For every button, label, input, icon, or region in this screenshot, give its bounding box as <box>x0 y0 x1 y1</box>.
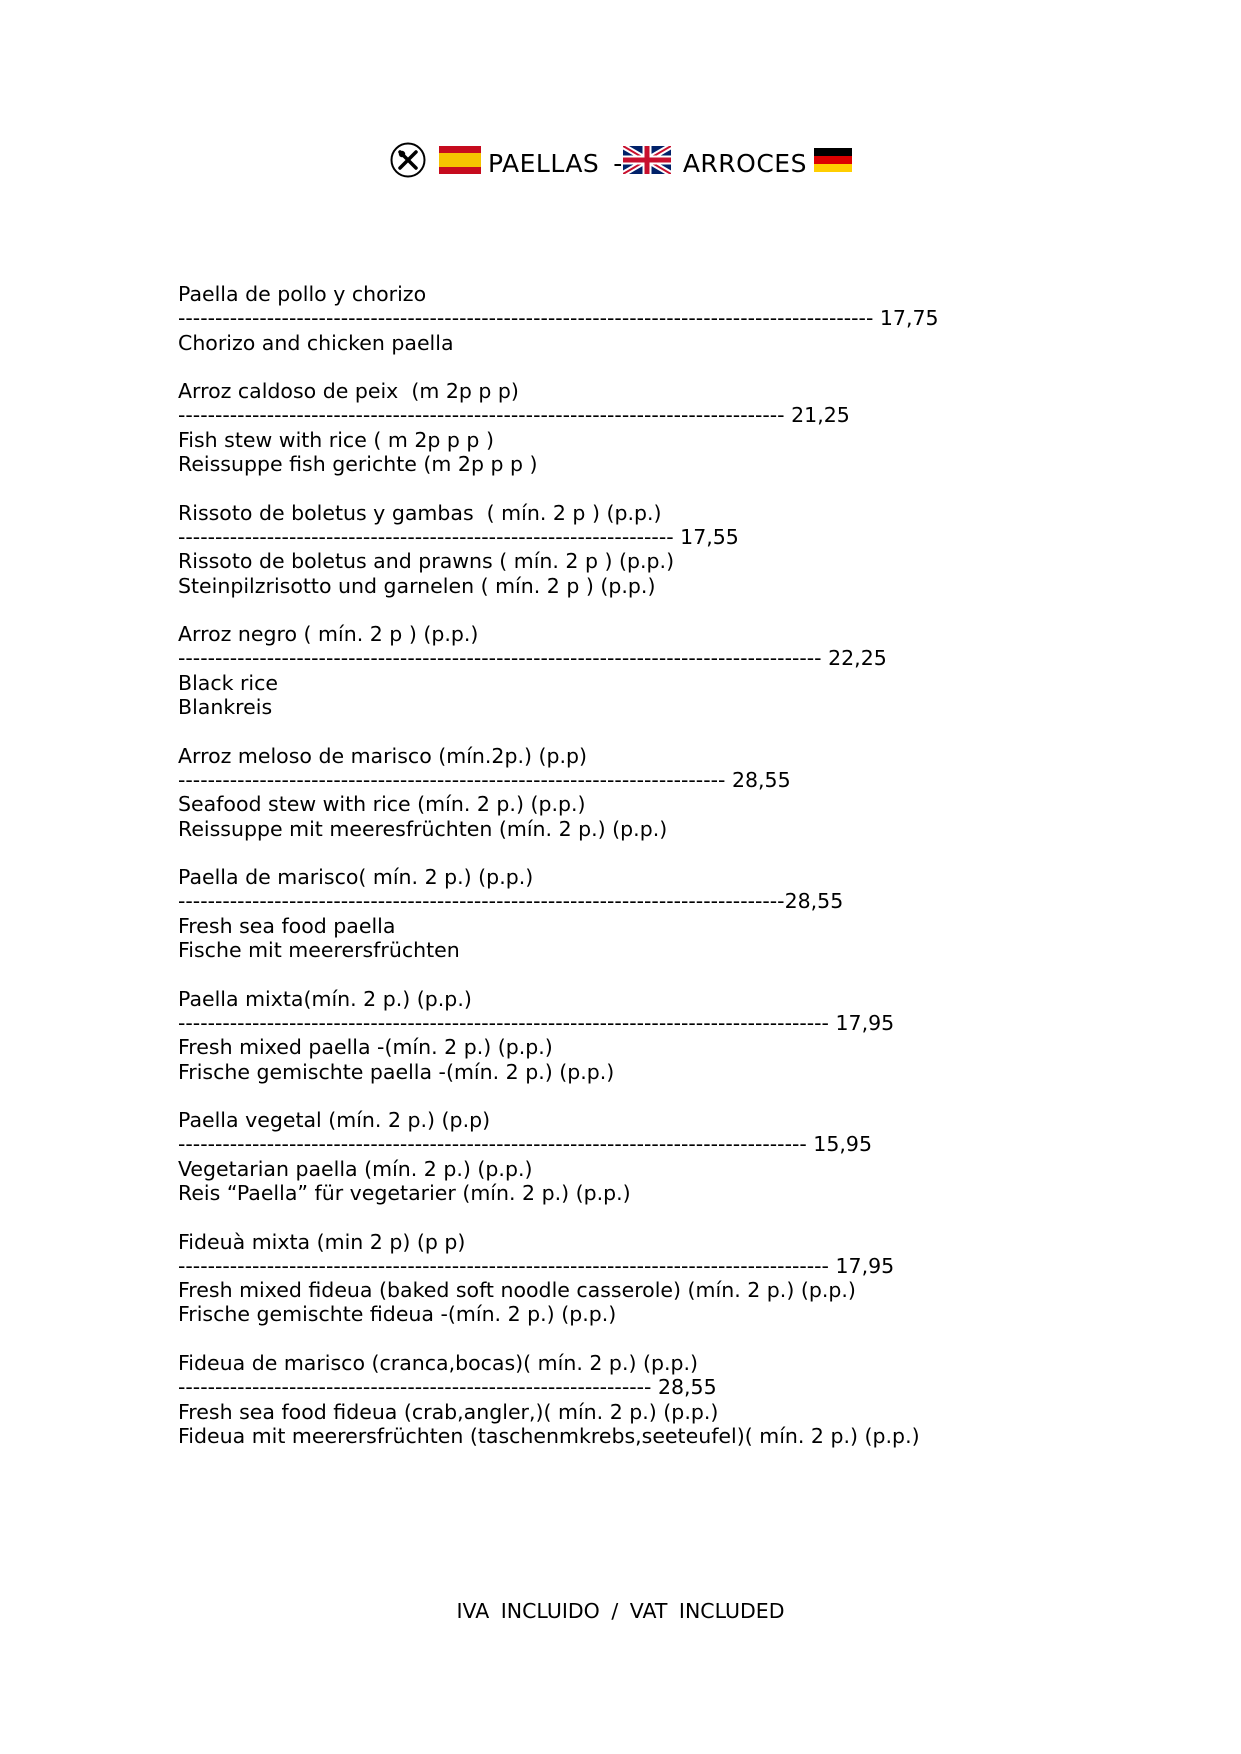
price-line <box>178 403 1178 427</box>
menu-item <box>178 1108 1178 1205</box>
spain-flag-icon <box>439 146 481 180</box>
dish-name-es: Paella mixta(mín. 2 p.) (p.p.) <box>178 986 472 1011</box>
price: 17,55 <box>680 524 739 549</box>
dish-name-es: Paella de marisco( mín. 2 p.) (p.p.) <box>178 865 534 890</box>
price-line <box>178 768 1178 792</box>
dash-leader: ------------------------------------------------------------------- <box>178 524 674 549</box>
title-separator: - <box>613 148 623 178</box>
dish-name-de: Blankreis <box>178 695 273 720</box>
dish-name-de: Steinpilzrisotto und garnelen ( mín. 2 p ) (p.p.) <box>178 573 656 598</box>
price-line <box>178 889 1178 913</box>
dish-name-de: Reis “Paella” für vegetarier (mín. 2 p.) (p.p.) <box>178 1180 631 1205</box>
dash-leader: ------------------------------------------------------------------------------------- <box>178 1132 807 1157</box>
menu-item <box>178 282 1178 355</box>
dish-name-de: Reissuppe fish gerichte (m 2p p p ) <box>178 452 538 477</box>
menu-list <box>178 282 1178 1473</box>
dish-name-es: Arroz caldoso de peix (m 2p p p) <box>178 379 519 404</box>
menu-item <box>178 865 1178 962</box>
dash-leader: ---------------------------------------------------------------------------------- <box>178 889 785 914</box>
dish-name-es: Rissoto de boletus y gambas ( mín. 2 p ) (p.p.) <box>178 500 662 525</box>
dish-name-de: Reissuppe mit meeresfrüchten (mín. 2 p.) (p.p.) <box>178 816 668 841</box>
dish-name-de: Fideua mit meerersfrüchten (taschenmkrebs,seeteufel)( mín. 2 p.) (p.p.) <box>178 1423 920 1448</box>
dish-name-es: Paella de pollo y chorizo <box>178 282 427 306</box>
price: 17,95 <box>835 1253 895 1278</box>
dash-leader: ---------------------------------------------------------------------------------------- <box>178 1253 829 1278</box>
dish-name-es: Arroz negro ( mín. 2 p ) (p.p.) <box>178 622 479 647</box>
menu-item <box>178 501 1178 598</box>
price-line <box>178 306 1178 330</box>
price-line <box>178 646 1178 670</box>
page-header <box>0 141 1241 185</box>
dish-name-es: Arroz meloso de marisco (mín.2p.) (p.p) <box>178 743 588 768</box>
menu-item <box>178 1230 1178 1327</box>
title-arroces: ARROCES <box>682 148 807 178</box>
menu-item <box>178 987 1178 1084</box>
price-line <box>178 1375 1178 1399</box>
dish-name-en: Fish stew with rice ( m 2p p p ) <box>178 427 494 452</box>
price: 17,95 <box>835 1010 895 1035</box>
dish-name-en: Black rice <box>178 670 278 695</box>
dish-name-de: Frische gemischte fideua -(mín. 2 p.) (p.p.) <box>178 1302 617 1327</box>
dish-name-es: Fideuà mixta (min 2 p) (p p) <box>178 1229 466 1254</box>
price: 28,55 <box>657 1375 717 1400</box>
price-line <box>178 1254 1178 1278</box>
fork-knife-icon <box>389 141 427 185</box>
price-line <box>178 1132 1178 1156</box>
dish-name-en: Seafood stew with rice (mín. 2 p.) (p.p.) <box>178 792 586 817</box>
dish-name-en: Fresh sea food fideua (crab,angler,)( mín. 2 p.) (p.p.) <box>178 1399 719 1424</box>
dish-name-de: Frische gemischte paella -(mín. 2 p.) (p.p.) <box>178 1059 615 1084</box>
price: 22,25 <box>828 646 887 671</box>
uk-flag-icon <box>623 146 671 180</box>
price: 17,75 <box>879 306 939 331</box>
dash-leader: ---------------------------------------------------------------------------------- <box>178 403 785 428</box>
price-line <box>178 525 1178 549</box>
dash-leader: --------------------------------------------------------------------------------------- <box>178 646 822 671</box>
vat-notice: IVA INCLUIDO / VAT INCLUDED <box>456 1599 785 1623</box>
menu-item <box>178 622 1178 719</box>
dish-name-en: Chorizo and chicken paella <box>178 330 454 355</box>
dash-leader: ---------------------------------------------------------------- <box>178 1375 652 1400</box>
price: 21,25 <box>791 403 850 428</box>
price: 15,95 <box>813 1132 872 1157</box>
dash-leader: -------------------------------------------------------------------------- <box>178 767 726 792</box>
dish-name-en: Rissoto de boletus and prawns ( mín. 2 p ) (p.p.) <box>178 549 675 574</box>
dish-name-en: Fresh sea food paella <box>178 913 396 938</box>
menu-item <box>178 379 1178 476</box>
dish-name-en: Fresh mixed paella -(mín. 2 p.) (p.p.) <box>178 1035 553 1060</box>
dish-name-de: Fische mit meerersfrüchten <box>178 938 460 963</box>
dish-name-es: Paella vegetal (mín. 2 p.) (p.p) <box>178 1108 491 1133</box>
dish-name-en: Fresh mixed fideua (baked soft noodle casserole) (mín. 2 p.) (p.p.) <box>178 1278 856 1303</box>
price: 28,55 <box>784 889 844 914</box>
menu-item <box>178 744 1178 841</box>
price: 28,55 <box>731 767 791 792</box>
germany-flag-icon <box>814 148 852 178</box>
dish-name-es: Fideua de marisco (cranca,bocas)( mín. 2 p.) (p.p.) <box>178 1351 699 1376</box>
dash-leader: ---------------------------------------------------------------------------------------- <box>178 1010 829 1035</box>
dash-leader: ---------------------------------------------------------------------------------------------- <box>178 306 874 331</box>
dish-name-en: Vegetarian paella (mín. 2 p.) (p.p.) <box>178 1156 533 1181</box>
price-line <box>178 1011 1178 1035</box>
title-paellas: PAELLAS <box>488 148 600 178</box>
menu-item <box>178 1351 1178 1448</box>
